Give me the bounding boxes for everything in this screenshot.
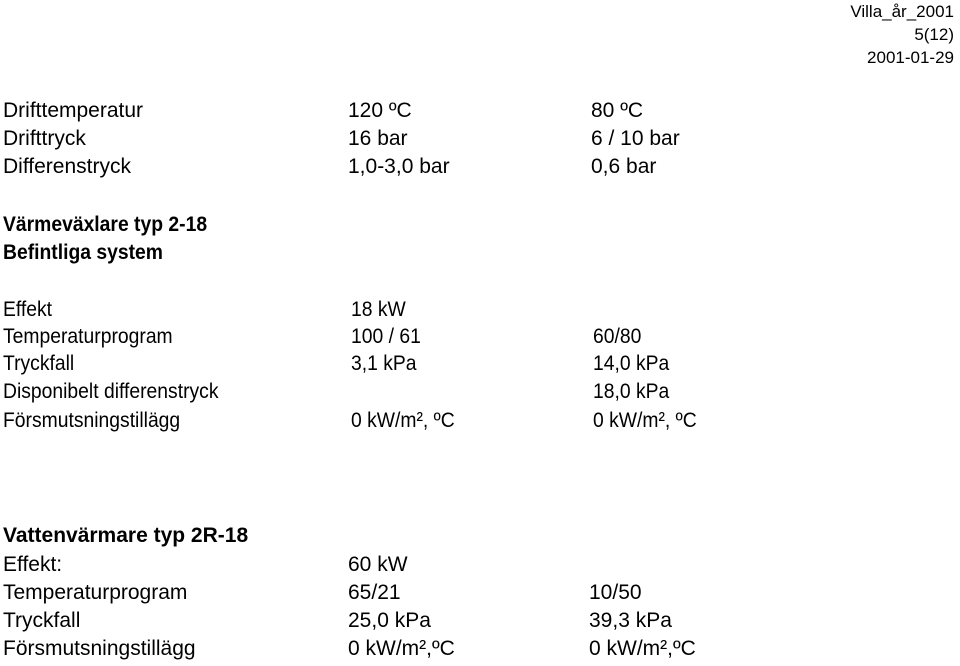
row-label: Temperaturprogram	[3, 581, 188, 604]
row-value-1: 25,0 kPa	[348, 609, 431, 632]
section-title	[3, 524, 953, 550]
row-label: Differenstryck	[3, 155, 131, 178]
table-row	[3, 127, 953, 153]
table-row	[3, 409, 953, 435]
table-row	[3, 609, 953, 635]
row-label: Effekt	[3, 298, 53, 321]
table-row	[3, 637, 953, 663]
row-value-2: 0 kW/m²,ºC	[589, 637, 696, 660]
row-value-2: 60/80	[593, 325, 642, 348]
row-value-1: 0 kW/m², ºC	[351, 409, 455, 432]
heat-exchanger-subtitle: Befintliga system	[3, 241, 163, 264]
row-label: Tryckfall	[3, 352, 75, 375]
row-value-1: 1,0-3,0 bar	[348, 155, 450, 178]
header-doc-id: Villa_år_2001	[850, 2, 954, 21]
header-page-number: 5(12)	[914, 25, 954, 44]
row-label: Drifttryck	[3, 127, 86, 150]
row-label: Drifttemperatur	[3, 99, 144, 122]
row-value-2: 0,6 bar	[591, 155, 657, 178]
table-row	[3, 99, 953, 125]
row-label: Effekt:	[3, 553, 63, 576]
section-subtitle	[3, 241, 953, 267]
row-value-2: 10/50	[589, 581, 642, 604]
table-row	[3, 155, 953, 181]
row-value-1: 60 kW	[348, 553, 408, 576]
row-value-2: 39,3 kPa	[589, 609, 672, 632]
row-value-1: 65/21	[348, 581, 401, 604]
row-label: Tryckfall	[3, 609, 81, 632]
row-value-1: 0 kW/m²,ºC	[348, 637, 455, 660]
section-title	[3, 213, 953, 239]
table-row	[3, 325, 953, 351]
row-value-1: 16 bar	[348, 127, 408, 150]
table-row	[3, 298, 953, 324]
row-label: Försmutsningstillägg	[3, 409, 181, 432]
row-value-2: 0 kW/m², ºC	[593, 409, 697, 432]
row-value-1: 100 / 61	[351, 325, 421, 348]
table-row	[3, 352, 953, 378]
row-value-1: 120 ºC	[348, 99, 412, 122]
row-value-1: 3,1 kPa	[351, 352, 417, 375]
row-label: Försmutsningstillägg	[3, 637, 196, 660]
table-row	[3, 581, 953, 607]
row-label: Disponibelt differenstryck	[3, 380, 219, 403]
row-value-1: 18 kW	[351, 298, 406, 321]
header-date: 2001-01-29	[867, 48, 954, 67]
row-value-2: 14,0 kPa	[593, 352, 670, 375]
row-label: Temperaturprogram	[3, 325, 173, 348]
row-value-2: 6 / 10 bar	[591, 127, 680, 150]
table-row	[3, 553, 953, 579]
row-value-2: 80 ºC	[591, 99, 644, 122]
water-heater-title: Vattenvärmare typ 2R-18	[3, 524, 249, 547]
row-value-2: 18,0 kPa	[593, 380, 670, 403]
heat-exchanger-title: Värmeväxlare typ 2-18	[3, 213, 208, 236]
table-row	[3, 380, 953, 406]
